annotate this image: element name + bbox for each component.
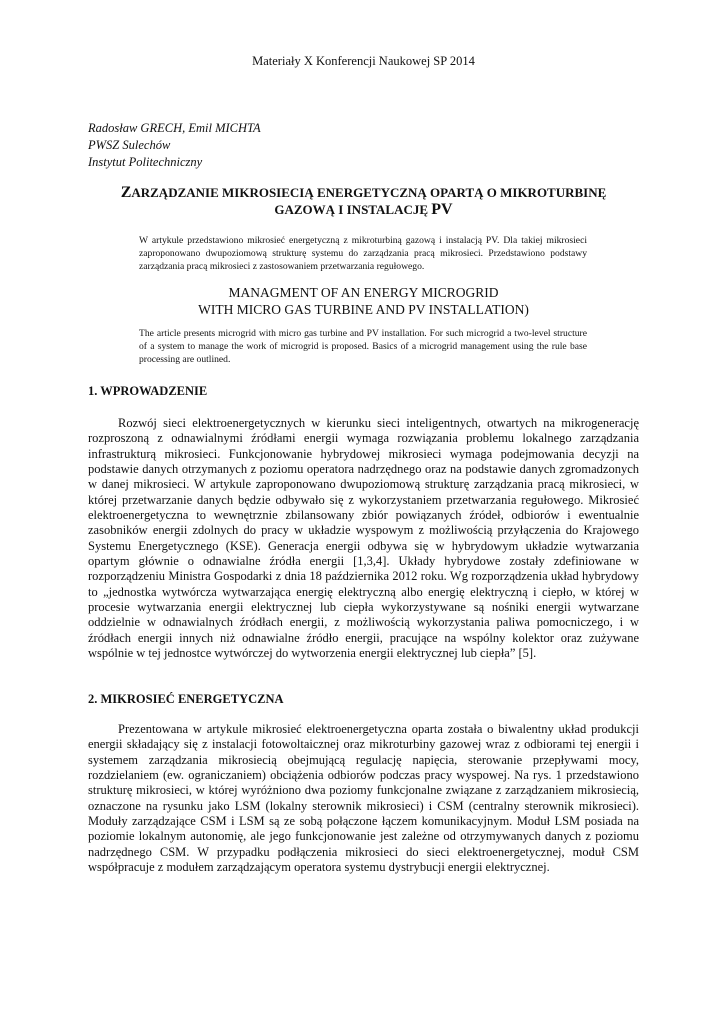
title-polish-line2 <box>88 201 639 218</box>
section-heading-introduction: 1. WPROWADZENIE <box>88 384 208 398</box>
section-microgrid-paragraph: Prezentowana w artykule mikrosieć elektroenergetyczna oparta została o biwalentny układ produkcji energii składający się z instalacji fotowoltaicznej oraz mikroturbiny gazowej wraz z odbiorami tej energii i systemem zarządzania mikrosiecią obejmującą regulację napięcia, sterowanie przepływami mocy, rozdzielaniem (ew. ograniczaniem) obciążenia odbiorów podczas pracy wyspowej. Na rys. 1 przedstawiono strukturę mikrosieci, w której wyróżniono dwa poziomy funkcjonalne związane z zarządzaniem mikrosiecią, oznaczone na rysunku jako LSM (lokalny sterownik mikrosieci) i CSM (centralny sterownik mikrosieci). Moduły zarządzające CSM i LSM są ze sobą połączone łączem komunikacyjnym. Moduł LSM posiada na poziomie lokalnym autonomię, ale jego funkcjonowanie jest zależne od otrzymywanych danych z poziomu nadrzędnego CSM. W przypadku podłączenia mikrosieci do sieci elektroenergetycznej, moduł CSM współpracuje z modułem zarządzającym operatora systemu dystrybucji energii elektrycznej. <box>88 722 639 875</box>
section-introduction-paragraph: Rozwój sieci elektroenergetycznych w kierunku sieci inteligentnych, otwartych na mikrogenerację rozproszoną z odnawialnymi źródłami energii wymaga rozwiązania problemu lokalnego zarządzania infrastrukturą mikrosieci. Funkcjonowanie hybrydowej mikrosieci wymaga podejmowania decyzji na podstawie danych otrzymanych z poziomu operatora nadrzędnego oraz na podstawie danych zgromadzonych w danej mikrosieci. W artykule zaproponowano dwupoziomową strukturę zarządzania pracą mikrosieci, w której przetwarzanie danych będzie odbywało się z wykorzystaniem przetwarzania regułowego. Mikrosieć elektroenergetyczna to wewnętrznie zbilansowany zbiór powiązanych źródeł, odbiorów i ewentualnie zasobników energii zdolnych do pracy w układzie wyspowym z możliwością przyłączenia do Krajowego Systemu Energetycznego (KSE). Generacja energii odbywa się w hybrydowym układzie wytwarzania opartym głównie o odnawialne źródła energii [1,3,4]. Układy hybrydowe zostały zdefiniowane w rozporządzeniu Ministra Gospodarki z dnia 18 października 2012 roku. Wg rozporządzenia układ hybrydowy to „jednostka wytwórcza wytwarzająca energię elektryczną albo energię elektryczną i ciepło, w której w procesie wytwarzania energii elektrycznej lub ciepła wykorzystywane są nośniki energii wytwarzane oddzielnie w odnawialnych źródłach energii, z możliwością wykorzystania paliwa pomocniczego, i w źródłach energii innych niż odnawialne źródło energii, pracujące na wspólny kolektor oraz zużywane wspólnie w tej jednostce wytwórczej do wytworzenia energii elektrycznej lub ciepła” [5]. <box>88 416 639 661</box>
title-polish <box>88 184 639 218</box>
section-heading-microgrid: 2. MIKROSIEĆ ENERGETYCZNA <box>88 692 284 706</box>
author-institution: PWSZ Sulechów <box>88 138 171 152</box>
author-block <box>88 120 261 171</box>
title-pv: PV <box>431 201 453 218</box>
title-english <box>88 284 639 318</box>
author-department: Instytut Politechniczny <box>88 155 203 169</box>
title-polish-line2-text: GAZOWĄ I INSTALACJĘ <box>274 202 432 217</box>
abstract-english: The article presents microgrid with micro gas turbine and PV installation. For such microgrid a two-level structure of a system to manage the work of microgrid is proposed. Basics of a microgrid management using the rule base processing are outlined. <box>139 328 587 366</box>
running-head: Materiały X Konferencji Naukowej SP 2014 <box>252 54 475 68</box>
title-polish-line1 <box>88 184 639 201</box>
title-english-line1: MANAGMENT OF AN ENERGY MICROGRID <box>228 285 499 300</box>
author-names: Radosław GRECH, Emil MICHTA <box>88 121 261 135</box>
title-polish-line1-text: ARZĄDZANIE MIKROSIECIĄ ENERGETYCZNĄ OPARTĄ O MIKROTURBINĘ <box>131 185 607 200</box>
abstract-polish: W artykule przedstawiono mikrosieć energetyczną z mikroturbiną gazową i instalacją PV. Dla takiej mikrosieci zaproponowano dwupoziomową strukturę systemu do zarządzania pracą mikrosieci. Przedstawiono podstawy zarządzania pracą mikrosieci z zastosowaniem przetwarzania regułowego. <box>139 235 587 273</box>
title-english-line2: WITH MICRO GAS TURBINE AND PV INSTALLATION) <box>198 302 529 317</box>
title-initial: Z <box>120 184 132 201</box>
